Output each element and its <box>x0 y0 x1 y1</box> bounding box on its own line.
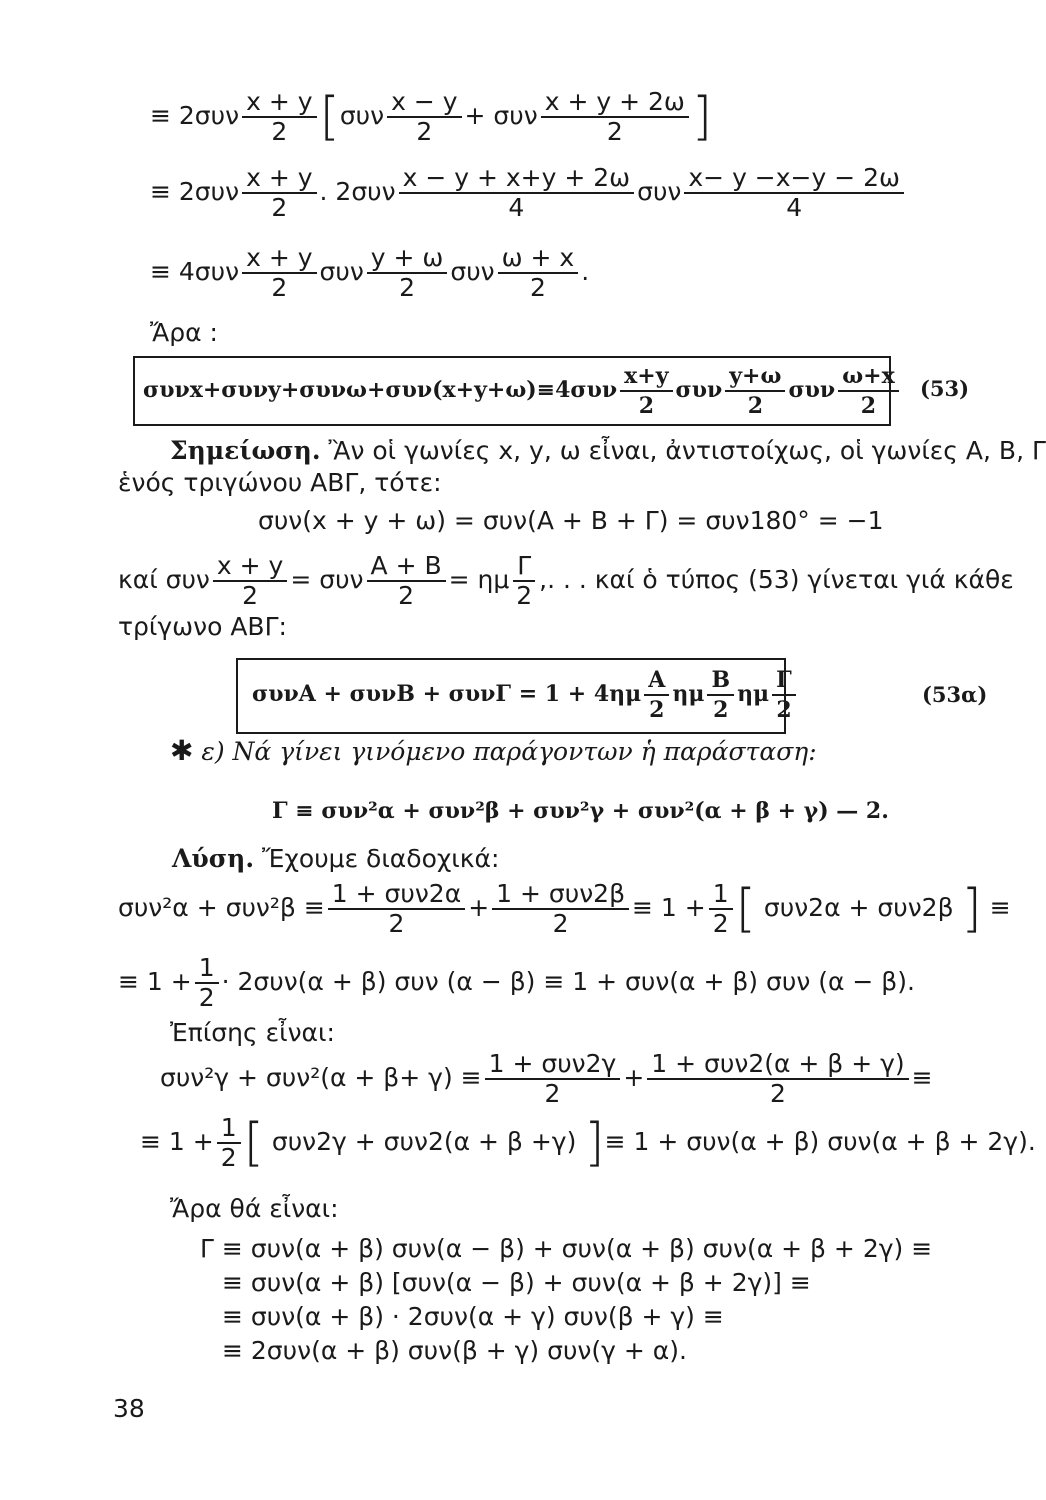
numerator: 1 + συν2γ <box>485 1050 621 1080</box>
fraction <box>725 362 785 420</box>
numerator: Γ <box>513 552 535 582</box>
fraction <box>541 88 689 146</box>
bracket-open: [ <box>319 87 340 147</box>
star-icon: ✱ <box>170 734 194 767</box>
part-e-expression: Γ ≡ συν²α + συν²β + συν²γ + συν²(α + β + γ) — 2. <box>272 798 889 824</box>
denominator: 2 <box>242 581 259 610</box>
text: ≡ 1 + συν(α + β) συν(α + β + 2γ). <box>604 1127 1036 1156</box>
denominator: 2 <box>713 697 729 723</box>
eq-line-3 <box>150 244 589 302</box>
fraction <box>838 362 899 420</box>
text: συν²α + συν²β ≡ <box>118 893 325 922</box>
numerator: x + y <box>242 244 316 274</box>
denominator: 2 <box>712 909 729 938</box>
equation-number-53a: (53α) <box>922 682 988 707</box>
fraction <box>367 552 446 610</box>
numerator: 1 + συν2α <box>328 880 465 910</box>
denominator: 2 <box>516 581 533 610</box>
fraction <box>387 88 461 146</box>
numerator: x + y + 2ω <box>541 88 689 118</box>
text: ,. . . καί ὁ τύπος (53) γίνεται γιά κάθε <box>539 565 1014 594</box>
text: συν2γ + συν2(α + β +γ) <box>271 1127 577 1156</box>
fraction <box>647 1050 908 1108</box>
denominator: 2 <box>416 117 433 146</box>
ara-label: Ἄρα : <box>150 318 218 347</box>
note-line-2: ἑνός τριγώνου ΑΒΓ, τότε: <box>118 468 442 497</box>
text: συν <box>675 377 723 403</box>
numerator: 1 + συν2β <box>492 880 629 910</box>
denominator: 2 <box>271 193 288 222</box>
denominator: 2 <box>776 697 792 723</box>
text: συνΑ + συνΒ + συνΓ = 1 + 4ημ <box>252 681 642 707</box>
final-line-2: ≡ συν(α + β) [συν(α − β) + συν(α + β + 2γ)] ≡ <box>222 1268 811 1297</box>
calc-line-2 <box>118 954 915 1012</box>
numerator: ω + x <box>498 244 579 274</box>
numerator: x− y −x−y − 2ω <box>684 164 904 194</box>
numerator: Α <box>644 666 669 696</box>
text: = ημ <box>448 565 510 594</box>
bracket-close: ] <box>691 87 713 147</box>
fraction <box>620 362 672 420</box>
text: συν <box>319 257 364 286</box>
text: συν <box>788 377 836 403</box>
text: ≡ 1 + <box>118 967 192 996</box>
fraction <box>492 880 629 938</box>
fraction <box>328 880 465 938</box>
text: = συν <box>290 565 364 594</box>
denominator: 2 <box>606 117 623 146</box>
fraction <box>242 244 316 302</box>
denominator: 2 <box>544 1079 561 1108</box>
denominator: 2 <box>638 393 654 419</box>
episis-label: Ἐπίσης εἶναι: <box>170 1018 335 1047</box>
denominator: 2 <box>552 909 569 938</box>
text: ≡ 2συν <box>150 177 240 206</box>
solution-heading: Λύση. <box>172 844 255 873</box>
final-line-1: Γ ≡ συν(α + β) συν(α − β) + συν(α + β) συν(α + β + 2γ) ≡ <box>200 1234 933 1263</box>
text: Ἂν οἱ γωνίες x, y, ω εἶναι, ἀντιστοίχως, οἱ γωνίες Α, Β, Γ <box>328 436 1046 465</box>
text: + συν <box>464 101 538 130</box>
fraction <box>512 552 536 610</box>
denominator: 4 <box>508 193 525 222</box>
denominator: 2 <box>271 117 288 146</box>
denominator: 2 <box>388 909 405 938</box>
denominator: 2 <box>649 697 665 723</box>
numerator: x + y <box>242 164 316 194</box>
fraction <box>242 164 316 222</box>
final-line-4: ≡ 2συν(α + β) συν(β + γ) συν(γ + α). <box>222 1336 687 1365</box>
text: ημ <box>672 681 705 707</box>
fraction <box>707 666 734 724</box>
fraction <box>684 164 904 222</box>
numerator: y + ω <box>367 244 448 274</box>
calc-line-1 <box>118 880 1011 938</box>
note-heading: Σημείωση. <box>170 436 321 465</box>
bracket-close: ] <box>961 879 982 939</box>
denominator: 2 <box>529 273 546 302</box>
part-e-heading <box>170 736 817 767</box>
numerator: y+ω <box>725 362 785 392</box>
text: συν2α + συν2β <box>763 893 954 922</box>
denominator: 2 <box>271 273 288 302</box>
denominator: 2 <box>860 393 877 419</box>
fraction <box>399 164 635 222</box>
denominator: 2 <box>747 393 763 419</box>
bracket-open: [ <box>243 1113 264 1173</box>
note-line-3: συν(x + y + ω) = συν(Α + Β + Γ) = συν180° = −1 <box>258 506 884 535</box>
numerator: Β <box>707 666 734 696</box>
fraction <box>709 880 733 938</box>
fraction <box>242 88 316 146</box>
fraction <box>195 954 219 1012</box>
denominator: 2 <box>220 1143 237 1172</box>
denominator: 2 <box>398 581 415 610</box>
numerator: x − y <box>387 88 461 118</box>
fraction <box>217 1114 241 1172</box>
denominator: 2 <box>770 1079 786 1108</box>
numerator: Α + Β <box>367 552 446 582</box>
fraction <box>498 244 579 302</box>
denominator: 2 <box>399 273 416 302</box>
fraction <box>485 1050 621 1108</box>
text: ≡ <box>911 1063 933 1092</box>
numerator: x − y + x+y + 2ω <box>399 164 635 194</box>
eq-line-1 <box>150 88 712 146</box>
eq-line-2 <box>150 164 907 222</box>
text: ≡ 1 + <box>140 1127 214 1156</box>
text: . 2συν <box>319 177 396 206</box>
numerator: 1 <box>195 954 219 984</box>
formula-53 <box>143 362 902 420</box>
numerator: ω+x <box>838 362 899 392</box>
ara2-label: Ἄρα θά εἶναι: <box>170 1194 339 1223</box>
text: ≡ 2συν <box>150 101 240 130</box>
fraction <box>644 666 669 724</box>
solution-line <box>172 844 499 874</box>
text: συν <box>450 257 495 286</box>
fraction <box>213 552 287 610</box>
text: ε) Νά γίνει γινόμενο παράγοντων ἡ παράσταση: <box>201 737 817 766</box>
text: · 2συν(α + β) συν (α − β) ≡ 1 + συν(α + β) συν (α − β). <box>221 967 915 996</box>
note-line-5: τρίγωνο ΑΒΓ: <box>118 612 287 641</box>
text: ≡ 4συν <box>150 257 240 286</box>
bracket-open: [ <box>735 879 756 939</box>
text: + <box>623 1063 645 1092</box>
formula-53a <box>252 666 799 724</box>
page-number: 38 <box>113 1394 145 1423</box>
text: . <box>581 257 590 286</box>
text: + <box>468 893 490 922</box>
numerator: x + y <box>242 88 316 118</box>
note-line-4 <box>118 552 1014 610</box>
numerator: 1 <box>217 1114 241 1144</box>
text: ≡ <box>989 893 1011 922</box>
numerator: 1 <box>709 880 733 910</box>
calc-line-3 <box>160 1050 933 1108</box>
text: συν <box>339 101 385 130</box>
fraction <box>772 666 796 724</box>
note-line-1 <box>170 436 1046 466</box>
equation-number-53: (53) <box>920 376 970 401</box>
numerator: x+y <box>620 362 672 392</box>
text: συν <box>637 177 682 206</box>
denominator: 4 <box>786 193 803 222</box>
calc-line-4 <box>140 1114 1036 1172</box>
numerator: 1 + συν2(α + β + γ) <box>647 1050 908 1080</box>
text: συνx+συνy+συνω+συν(x+y+ω)≡4συν <box>143 377 618 403</box>
final-line-3: ≡ συν(α + β) · 2συν(α + γ) συν(β + γ) ≡ <box>222 1302 724 1331</box>
text: καί συν <box>118 565 210 594</box>
text: Ἔχουμε διαδοχικά: <box>262 844 500 873</box>
numerator: Γ <box>772 666 796 696</box>
fraction <box>367 244 448 302</box>
text: ημ <box>737 681 770 707</box>
text: συν²γ + συν²(α + β+ γ) ≡ <box>160 1063 482 1092</box>
denominator: 2 <box>198 983 215 1012</box>
text: ≡ 1 + <box>632 893 706 922</box>
numerator: x + y <box>213 552 287 582</box>
bracket-close: ] <box>584 1113 605 1173</box>
